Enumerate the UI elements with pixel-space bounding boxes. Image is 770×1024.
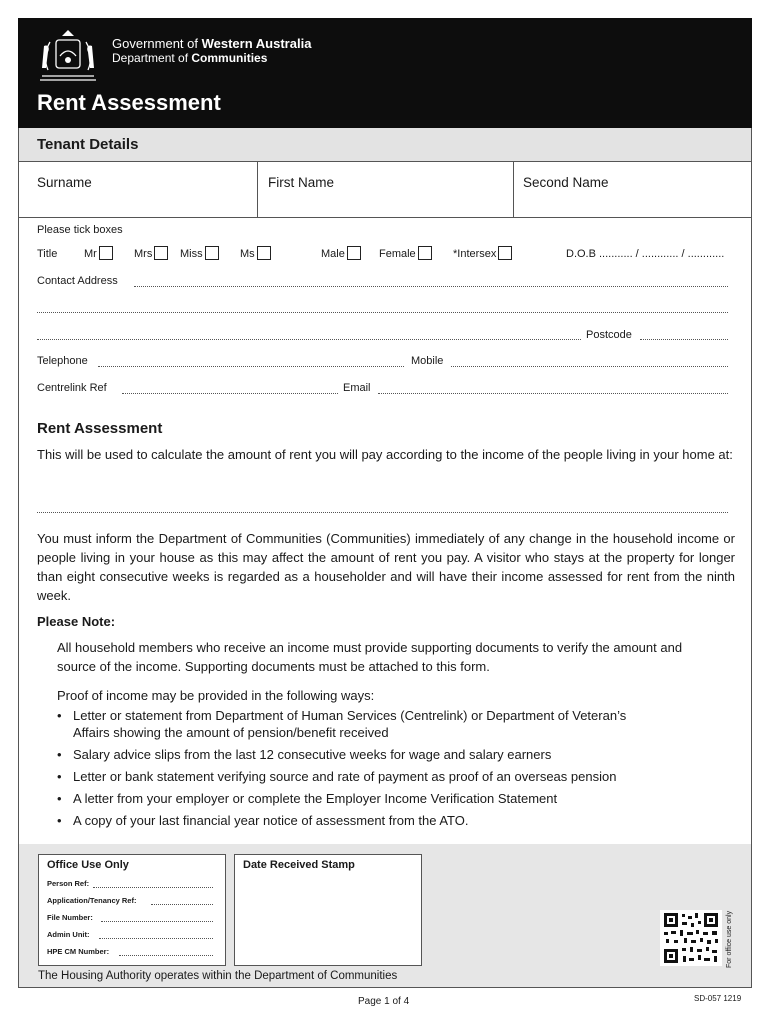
email-field[interactable] <box>378 393 728 394</box>
office-use-vertical-label: For office use only <box>726 910 733 968</box>
address-line[interactable] <box>37 339 581 340</box>
gender-male-option[interactable] <box>321 246 361 260</box>
title-mr-option[interactable] <box>84 246 113 260</box>
hpe-field[interactable] <box>119 955 213 956</box>
postcode-field[interactable] <box>640 339 728 340</box>
email-label: Email <box>343 382 371 394</box>
rent-heading: Rent Assessment <box>37 420 163 437</box>
centrelink-label: Centrelink Ref <box>37 382 107 394</box>
checkbox[interactable] <box>205 246 219 260</box>
intersex-label: *Intersex <box>453 248 497 260</box>
note-text: All household members who receive an income must provide supporting documents to verify the amount and source of the income. Supporting documents must be attached to this form. <box>57 640 683 674</box>
authority-text: The Housing Authority operates within the Department of Communities <box>38 970 398 982</box>
title-mrs-option[interactable] <box>134 246 168 260</box>
stamp-heading: Date Received Stamp <box>243 859 355 871</box>
mobile-label: Mobile <box>411 355 444 367</box>
note-heading: Please Note: <box>37 614 116 629</box>
gender-female-option[interactable] <box>379 246 432 260</box>
date-stamp-box <box>234 854 422 966</box>
checkbox[interactable] <box>99 246 113 260</box>
hpe-label: HPE CM Number: <box>47 947 110 956</box>
list-item: • A copy of your last financial year notice of assessment from the ATO. <box>57 813 469 828</box>
inform-paragraph: You must inform the Department of Communities (Communities) immediately of any change in the household income or people living in your house as this may affect the amount of rent you pay. A visitor who stays at the property for longer than eight consecutive weeks is regarded as a householder and will have their income assessed for rent from the ninth week. <box>37 531 735 603</box>
person-ref-label: Person Ref: <box>47 879 90 888</box>
title-mrs-label: Mrs <box>134 248 153 260</box>
page-number: Page 1 of 4 <box>358 996 410 1007</box>
surname-field[interactable]: Surname <box>37 175 92 190</box>
file-number-field[interactable] <box>101 921 213 922</box>
title-ms-label: Ms <box>240 248 255 260</box>
list-item: • A letter from your employer or complete the Employer Income Verification Statement <box>57 791 558 806</box>
office-use-box <box>38 854 226 966</box>
application-ref-field[interactable] <box>151 904 213 905</box>
list-item: • Letter or statement from Department of Human Services (Centrelink) or Department of Veteran’s <box>57 708 627 723</box>
divider <box>513 162 514 218</box>
dob-field[interactable]: D.O.B ........... / ............ / ............ <box>566 248 725 260</box>
checkbox[interactable] <box>154 246 168 260</box>
list-item-continued: Affairs showing the amount of pension/benefit received <box>73 725 389 740</box>
gov-line2: Department of Communities <box>112 51 268 65</box>
page-title: Rent Assessment <box>37 90 221 115</box>
gender-intersex-option[interactable] <box>453 246 512 260</box>
wa-crest-logo <box>34 26 102 82</box>
checkbox[interactable] <box>498 246 512 260</box>
telephone-label: Telephone <box>37 355 88 367</box>
mobile-field[interactable] <box>451 366 728 367</box>
proof-intro: Proof of income may be provided in the following ways: <box>57 688 375 703</box>
name-row <box>19 162 751 218</box>
tick-note: Please tick boxes <box>37 224 123 236</box>
male-label: Male <box>321 248 345 260</box>
property-address-line[interactable] <box>37 512 728 513</box>
contact-address-label: Contact Address <box>37 275 118 287</box>
checkbox[interactable] <box>257 246 271 260</box>
first-name-field[interactable]: First Name <box>268 175 335 190</box>
admin-unit-field[interactable] <box>99 938 213 939</box>
title-mr-label: Mr <box>84 248 97 260</box>
admin-unit-label: Admin Unit: <box>47 930 90 939</box>
second-name-field[interactable]: Second Name <box>523 175 609 190</box>
title-miss-option[interactable] <box>180 246 219 260</box>
file-number-label: File Number: <box>47 913 93 922</box>
person-ref-field[interactable] <box>93 887 213 888</box>
divider <box>257 162 258 218</box>
centrelink-field[interactable] <box>122 393 338 394</box>
list-item: • Letter or bank statement verifying source and rate of payment as proof of an overseas pension <box>57 769 617 784</box>
list-item: • Salary advice slips from the last 12 consecutive weeks for wage and salary earners <box>57 747 552 762</box>
form-code: SD-057 1219 <box>694 994 742 1003</box>
title-ms-option[interactable] <box>240 246 271 260</box>
application-ref-label: Application/Tenancy Ref: <box>47 896 137 905</box>
telephone-field[interactable] <box>98 366 404 367</box>
checkbox[interactable] <box>347 246 361 260</box>
rent-intro: This will be used to calculate the amount of rent you will pay according to the income of the people living in your home at: <box>37 447 733 462</box>
tenant-section-title: Tenant Details <box>37 136 139 153</box>
address-line[interactable] <box>37 312 728 313</box>
title-miss-label: Miss <box>180 248 203 260</box>
female-label: Female <box>379 248 416 260</box>
postcode-label: Postcode <box>586 329 632 341</box>
address-line[interactable] <box>134 286 728 287</box>
gov-line1: Government of Western Australia <box>112 36 312 51</box>
office-heading: Office Use Only <box>47 859 129 871</box>
qr-code <box>660 910 722 966</box>
checkbox[interactable] <box>418 246 432 260</box>
title-label: Title <box>37 248 58 260</box>
